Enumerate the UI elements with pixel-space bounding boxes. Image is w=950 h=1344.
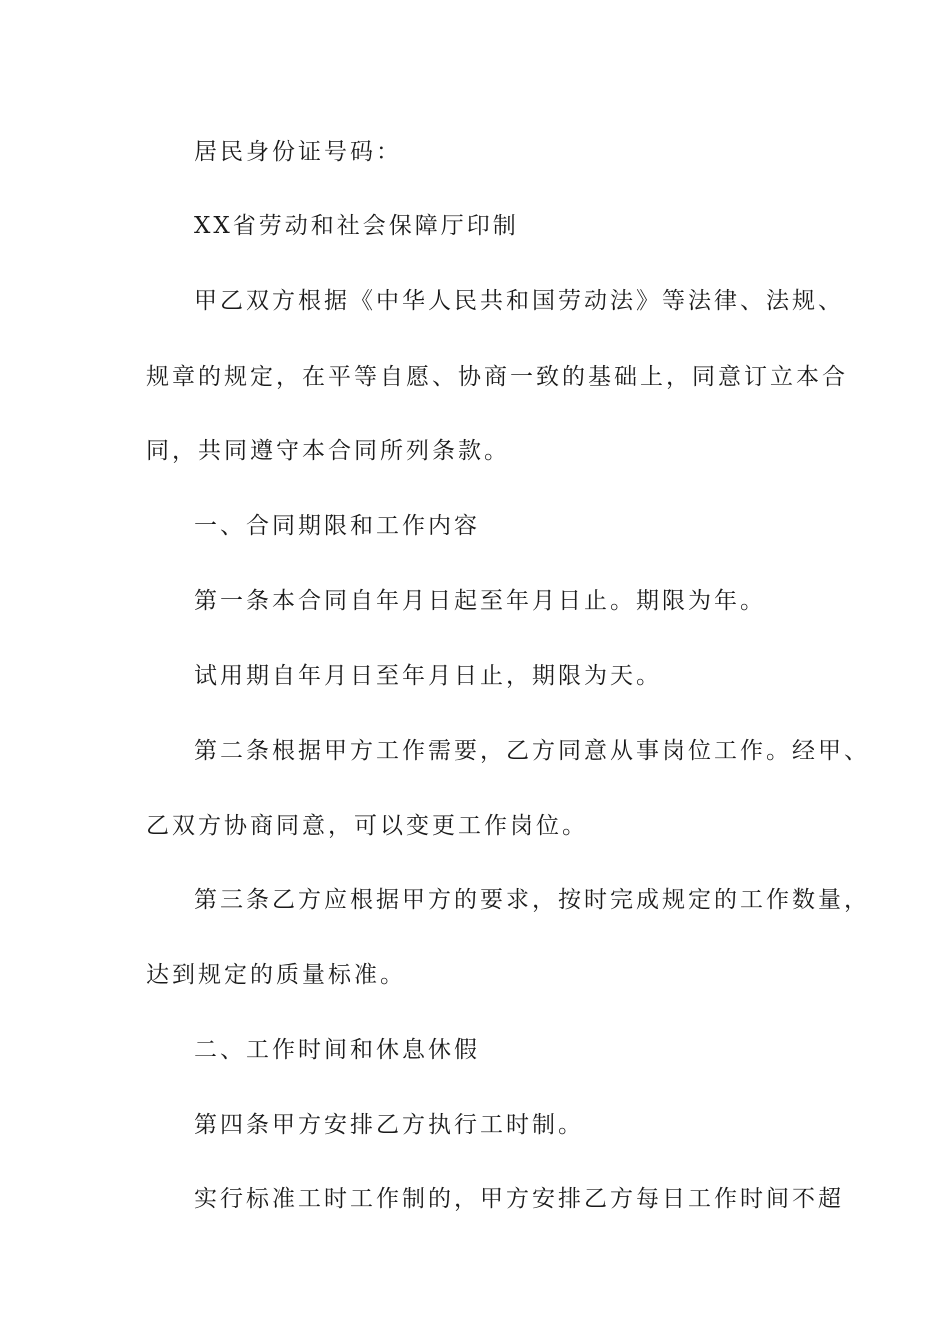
article-1: 第一条本合同自年月日起至年月日止。期限为年。 <box>194 588 766 614</box>
preamble-line-2: 规章的规定，在平等自愿、协商一致的基础上，同意订立本合 <box>146 364 848 390</box>
article-3-line-1: 第三条乙方应根据甲方的要求，按时完成规定的工作数量， <box>194 887 870 913</box>
id-number-label: 居民身份证号码： <box>194 139 402 165</box>
article-2-line-1: 第二条根据甲方工作需要，乙方同意从事岗位工作。经甲、 <box>194 738 870 764</box>
standard-hours-line: 实行标准工时工作制的，甲方安排乙方每日工作时间不超 <box>194 1186 844 1212</box>
probation-line: 试用期自年月日至年月日止，期限为天。 <box>194 663 662 689</box>
article-3-line-2: 达到规定的质量标准。 <box>146 962 406 988</box>
section-heading-1: 一、合同期限和工作内容 <box>194 513 480 539</box>
issuer-line: XX省劳动和社会保障厅印制 <box>194 213 519 239</box>
preamble-line-3: 同，共同遵守本合同所列条款。 <box>146 438 510 464</box>
preamble-line-1: 甲乙双方根据《中华人民共和国劳动法》等法律、法规、 <box>194 288 844 314</box>
section-heading-2: 二、工作时间和休息休假 <box>194 1037 480 1063</box>
article-2-line-2: 乙双方协商同意，可以变更工作岗位。 <box>146 813 588 839</box>
article-4: 第四条甲方安排乙方执行工时制。 <box>194 1112 584 1138</box>
